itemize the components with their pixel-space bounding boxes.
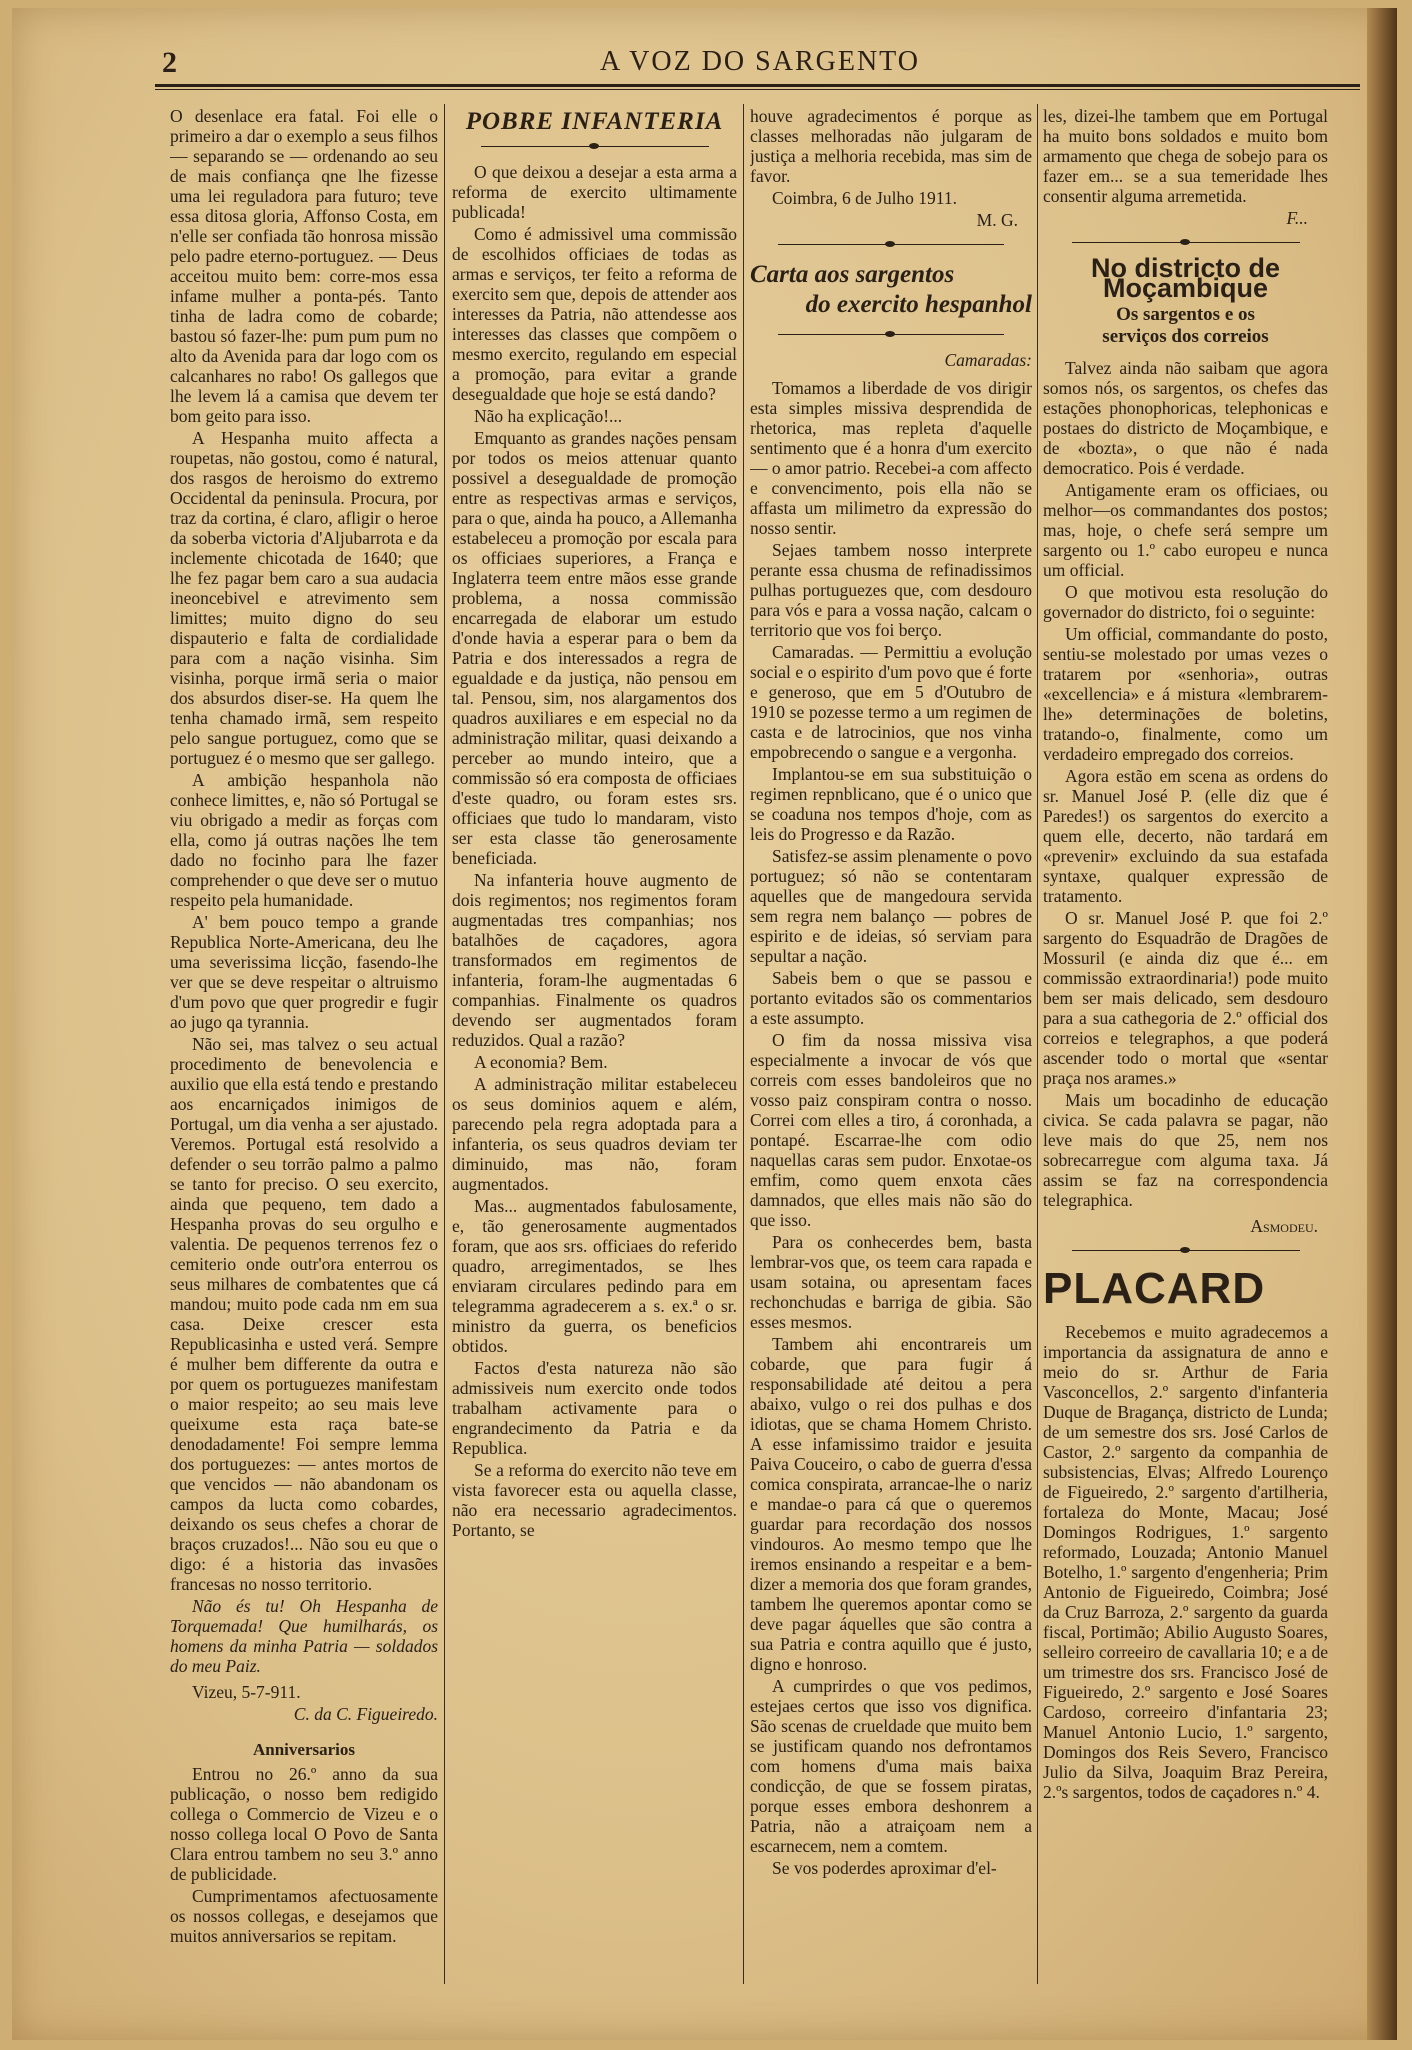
article-paragraph: Mas... augmentados fabulosamente, e, tão generosamente augmentados foram, que aos srs. officiaes do referido quadro, arregimentados, se lhes enviaram circulares pedindo para em telegramma agradecerem a s. ex.ª o sr. ministro da guerra, os beneficios obtidos. — [452, 1196, 737, 1356]
article-paragraph: Camaradas. — Permittiu a evolução social e o espirito d'um povo que é forte e generoso, que em 5 d'Outubro de 1910 se pozesse termo a um regimen de casta e de latrocinios, que nos vinha empobrecendo o sangue e a vergonha. — [750, 642, 1032, 762]
article-paragraph: O que motivou esta resolução do governador do districto, foi o seguinte: — [1043, 582, 1328, 622]
author-signature: Asmodeu. — [1250, 1216, 1318, 1236]
article-paragraph: Se vos poderdes aproximar d'el- — [772, 1858, 997, 1878]
article-title-mocambique: No districto de Moçambique — [1090, 253, 1280, 303]
article-paragraph: A' bem pouco tempo a grande Republica Norte-Americana, deu lhe uma severissima licção, fasendo-lhe ver que se deve respeitar o altruismo d'um povo que quer progredir e fugir ao jugo qa tyrannia. — [170, 912, 438, 1032]
article-paragraph: Cumprimentamos afectuosamente os nossos collegas, e desejamos que muitos anniversarios se repitam. — [170, 1886, 438, 1946]
article-paragraph: Para os conhecerdes bem, basta lembrar-vos que, os teem cara rapada e usam sotaina, ou apresentam faces rechonchudas e barriga de gibia. São esses mesmos. — [750, 1232, 1032, 1332]
page-number: 2 — [162, 46, 177, 79]
article-title-carta — [750, 260, 1032, 320]
article-paragraph: Como é admissivel uma commissão de escolhidos officiaes de todas as armas e serviços, ter feito a reforma de exercito sem que, depois de attender aos interesses da Patria, não attendesse aos interesses das classes que compõem o mesmo exercito, regulando em especial a promoção, para evitar a grande desegualdade que hoje se está dando? — [452, 224, 737, 404]
article-paragraph: Mais um bocadinho de educação civica. Se cada palavra se pagar, não leve mais do que 25, nem nos sobrecarregue com alguma taxa. Já assim se faz na correspondencia telegraphica. — [1043, 1090, 1328, 1210]
column-4 — [1043, 106, 1328, 2006]
article-paragraph: A cumprirdes o que vos pedimos, estejaes certos que isso vos dignifica. São scenas de crueldade que muito bem se justificam quando nos defrontamos com homens d'uma mais baixa condicção, de que se fossem piratas, porque esses embora deshonrem a Patria, não a atraiçoam nem a escarnecem, nem a comtem. — [750, 1676, 1032, 1856]
article-paragraph: O desenlace era fatal. Foi elle o primeiro a dar o exemplo a seus filhos — separando se — ordenando ao seu de mais confiança qne lhe fizesse uma lei reguladora para futuro; teve essa ditosa gloria, Affonso Costa, em n'elle ser confiada tão honrosa missão pelo padre eterno-portuguez. — Deus acceitou muito bem: corre-mos essa infame mulher a ponta-pés. Tanto tinha de ladra como de cobarde; bastou só fazer-lhe: pum pum pum no alto da Avenida para dar logo com os calcanhares no rabo! Os gallegos que lhe levem lá a camisa que devem ter bom geito para isso. — [170, 106, 438, 426]
title-line: do exercito hespanhol — [805, 291, 1032, 318]
section-title-anniversarios: Anniversarios — [253, 1740, 355, 1759]
article-paragraph: Agora estão em scena as ordens do sr. Manuel José P. (elle diz que é Paredes!) os sargentos do exercito a quem elle, decerto, não tardará em «prevenir» excluindo da sua estafada syntaxe, qualquer expressão de tratamento. — [1043, 766, 1328, 906]
page-header — [150, 40, 1370, 80]
article-paragraph: Um official, commandante do posto, sentiu-se molestado por umas vezes o tratarem por «senhoria», outras «excellencia» e á mistura «lembrarem-lhe» determinações de boletins, tratando-o, finalmente, como um verdadeiro empregado dos correios. — [1043, 624, 1328, 764]
article-paragraph: Factos d'esta natureza não são admissiveis num exercito onde todos trabalham activamente para o engrandecimento da Patria e da Republica. — [452, 1358, 737, 1458]
title-line: Carta aos sargentos — [750, 261, 955, 288]
author-signature: C. da C. Figueiredo. — [293, 1704, 438, 1724]
column-divider — [743, 104, 744, 1984]
article-paragraph: O sr. Manuel José P. que foi 2.º sargento do Esquadrão de Dragões de Mossuril (e ainda diz que é... em commissão extraordinaria!) pode muito bem ser mais delicado, sem desdouro para a sua cathegoria de 2.º official dos correios e telegraphos, a que poderá ascender todo o mortal que «sentar praça nos arames.» — [1043, 908, 1328, 1088]
salutation: Camaradas: — [944, 350, 1032, 370]
dateline: Coimbra, 6 de Julho 1911. — [772, 188, 958, 208]
binding-spine — [1367, 8, 1397, 2040]
article-paragraph: Antigamente eram os officiaes, ou melhor—os commandantes dos postos; mas, hoje, o chefe será sempre um sargento ou 1.º cabo europeu e nunca um official. — [1043, 480, 1328, 580]
ornament-divider — [750, 240, 1032, 250]
article-continuation: houve agradecimentos é porque as classes melhoradas não julgaram de justiça a melhoria recebida, mas sim de favor. — [750, 106, 1032, 186]
ornament-divider — [452, 142, 737, 152]
article-continuation: les, dizei-lhe tambem que em Portugal ha muito bons soldados e muito bom armamento que chega de sobejo para os fazer em... se a sua temeridade lhes consentir alguma arremetida. — [1043, 106, 1328, 206]
author-signature: F... — [1286, 208, 1308, 228]
column-2 — [452, 106, 737, 2006]
subtitle-line: serviços dos correios — [1102, 326, 1269, 347]
ornament-divider — [1043, 1246, 1328, 1256]
column-divider — [1037, 104, 1038, 1984]
article-paragraph: Tambem ahi encontrareis um cobarde, que para fugir á responsabilidade até deitou a pera abaixo, vulgo o rei dos pulhas e dos idiotas, que se chama Homem Christo. A esse infamissimo traidor e jesuita Paiva Couceiro, o cabo de guerra d'essa comica conspirata, arrancae-lhe o nariz e mandae-o para cá que o queremos guardar para recordação dos nossos vindouros. Ao mesmo tempo que lhe iremos ensinando a respeitar e a bem-dizer a memoria dos que foram grandes, tambem lhe queremos apontar como se deve pagar áquelles que são contra a sua Patria e contra aquillo que é justo, digno e honroso. — [750, 1334, 1032, 1674]
article-paragraph: Não ha explicação!... — [474, 406, 623, 426]
article-paragraph: Não sei, mas talvez o seu actual procedimento de benevolencia e auxilio que ella está tendo e prestando aos encarniçados inimigos de Portugal, um dia venha a ser ajustado. Veremos. Portugal está resolvido a defender o seu torrão palmo a palmo se tanto for preciso. O seu exercito, ainda que pequeno, tem dado a Hespanha provas do seu orgulho e valentia. De pequenos terrenos fez o cemiterio onde outr'ora enterrou os seus milhares de combatentes que cá mandou; muito pode cada nm em sua casa. Deixe crescer esta Republicasinha e usted verá. Sempre é mulher bem differente da outra e por quem os portuguezes manifestam o maior respeito; ao seu mais leve queixume esta raça bate-se denodadamente! Foi sempre lemma dos portuguezes: — antes mortos de que vencidos — não abandonam os campos da lucta como cobardes, deixando os seus chefes a chorar de braços cruzados!... Não sou eu que o digo: é a historia das invasões francesas no nosso territorio. — [170, 1034, 438, 1594]
article-paragraph: Recebemos e muito agradecemos a importancia da assignatura de anno e meio do sr. Arthur de Faria Vasconcellos, 2.º sargento d'infanteria Duque de Bragança, districto de Lunda; de um semestre dos srs. José Carlos de Castor, 2.º sargento da companhia de subsistencias, Elvas; Alfredo Lourenço de Figueiredo, 2.º sargento d'artilheria, fortaleza do Monte, Macau; José Domingos Rodrigues, 1.º sargento reformado, Louzada; Antonio Manuel Botelho, 1.º sargento d'engenheria; Prim Antonio de Figueiredo, Coimbra; José da Cruz Barroza, 2.º sargento da guarda fiscal, Portimão; Abilio Augusto Soares, selleiro correeiro de cavallaria 10; e a de um trimestre dos srs. Francisco José de Figueiredo, 2.º sargento e José Soares Cardoso, correeiro d'infantaria 23; Manuel Antonio Lucio, 1.º sargento, Domingos dos Reis Severo, Francisco Julio da Silva, Joaquim Braz Pereira, 2.ºs sargentos, todos de caçadores n.º 4. — [1043, 1322, 1328, 1802]
ornament-divider — [1043, 238, 1328, 248]
author-signature: M. G. — [976, 210, 1018, 230]
article-paragraph: O fim da nossa missiva visa especialmente a invocar de vós que correis com esses bandoleiros que no vosso paiz conspiram contra o nosso. Correi com elles a tiro, á coronhada, a pontapé. Escarrae-lhe com odio naquellas caras sem pudor. Enxotae-os emfim, como quem enxota cães damnados, que elles mais não são do que isso. — [750, 1030, 1032, 1230]
article-paragraph: Se a reforma do exercito não teve em vista favorecer esta ou aquella classe, não era necessario agradecimentos. Portanto, se — [452, 1460, 737, 1540]
article-paragraph: Na infanteria houve augmento de dois regimentos; nos regimentos foram augmentadas tres companhias; nos batalhões de caçadores, agora transformados em regimentos de infanteria, foram-lhe augmentadas 6 companhias. Finalmente os quadros devendo ser augmentados foram reduzidos. Qual a razão? — [452, 870, 737, 1050]
dateline: Vizeu, 5-7-911. — [192, 1682, 301, 1702]
ornament-divider — [750, 330, 1032, 340]
article-paragraph: Talvez ainda não saibam que agora somos nós, os sargentos, os chefes das estações phonophoricas, telephonicas e postaes do districto de Moçambique, e de «bozta», o que não é nada democratico. Pois é verdade. — [1043, 358, 1328, 478]
article-paragraph: Tomamos a liberdade de vos dirigir esta simples missiva desprendida de rhetorica, mas repleta d'aquelle sentimento que é a honra d'um exercito — o amor patrio. Recebei-a com affecto e convencimento, pois ella não se affasta um milimetro da expressão do nosso sentir. — [750, 378, 1032, 538]
article-paragraph: Sejaes tambem nosso interprete perante essa chusma de refinadissimos pulhas portuguezes que, com desdouro para vós e para a vossa nação, calcam o territorio que vos foi berço. — [750, 540, 1032, 640]
article-paragraph: Sabeis bem o que se passou e portanto evitados são os commentarios a este assumpto. — [750, 968, 1032, 1028]
article-paragraph: A Hespanha muito affecta a roupetas, não gostou, como é natural, dos rasgos de heroismo do extremo Occidental da peninsula. Procura, por traz da cortina, é claro, afligir o heroe da soberba victoria d'Aljubarrota e da inclemente chicotada de 1640; que lhe fez pagar bem caro a sua audacia ineoncebivel e atrevimento sem limittes; muito digno do seu dispauterio e falta de cordialidade para com a nação visinha. Sim visinha, porque irmã seria o maior dos absurdos diser-se. Ha quem lhe tenha chamado irmã, sem respeito pelo sangue portuguez, como que se portuguez é o mesmo que ser gallego. — [170, 428, 438, 768]
article-paragraph: A economia? Bem. — [474, 1052, 608, 1072]
section-title-placard: PLACARD — [1043, 1264, 1266, 1313]
article-title-pobre-infanteria: POBRE INFANTERIA — [465, 108, 724, 135]
article-paragraph: Entrou no 26.º anno da sua publicação, o nosso bem redigido collega o Commercio de Vizeu e o nosso collega local O Povo de Santa Clara entrou tambem no seu 3.º anno de publicidade. — [170, 1764, 438, 1884]
header-rule — [155, 84, 1360, 90]
article-paragraph: A ambição hespanhola não conhece limittes, e, não só Portugal se viu obrigado a medir as forças com ella, como já outras nações lhe tem dado no focinho para lhe fazer comprehender o que deve ser o mutuo respeito pela humanidade. — [170, 770, 438, 910]
article-paragraph: A administração militar estabeleceu os seus dominios aquem e além, parecendo pela regra adoptada para a infanteria, os seus quadros deviam ter diminuido, mas não, foram augmentados. — [452, 1074, 737, 1194]
subtitle-line: Os sargentos e os — [1116, 304, 1255, 325]
article-paragraph: Satisfez-se assim plenamente o povo portuguez; só não se contentaram aquelles que de mangedoura servida sem regra nem balanço — pobres de espirito e de ideias, só serviam para sepultar a nação. — [750, 846, 1032, 966]
article-subtitle — [1043, 304, 1328, 348]
column-1 — [170, 106, 438, 2006]
article-paragraph: Implantou-se em sua substituição o regimen repnblicano, que é o unico que se coaduna nos tempos d'hoje, com as leis do Progresso e da Razão. — [750, 764, 1032, 844]
article-paragraph: Não és tu! Oh Hespanha de Torquemada! Que humilharás, os homens da minha Patria — soldados do meu Paiz. — [170, 1596, 438, 1676]
article-paragraph: Emquanto as grandes nações pensam por todos os meios attenuar quanto possivel a desegualdade de promoção entre as respectivas armas e serviços, para o que, ainda ha pouco, a Allemanha estabeleceu a promoção por escala para os officiaes superiores, a França e Inglaterra teem entre mãos esse grande problema, a nossa commissão encarregada de elaborar um estudo d'onde havia a esperar para o bem da Patria e dos interessados a regra de egualdade e da justiça, não pensou em tal. Pensou, sim, nos alargamentos dos quadros auxiliares e em especial no da administração militar, quasi deixando a perceber ao mundo inteiro, que a commissão só era composta de officiaes d'este quadro, ou foram estes srs. officiaes que tudo lo mandaram, visto ser esta classe tão generosamente beneficiada. — [452, 428, 737, 868]
column-3 — [750, 106, 1032, 2006]
column-divider — [444, 104, 445, 1984]
article-paragraph: O que deixou a desejar a esta arma a reforma de exercito ultimamente publicada! — [452, 162, 737, 222]
masthead-title: A VOZ DO SARGENTO — [600, 46, 920, 77]
